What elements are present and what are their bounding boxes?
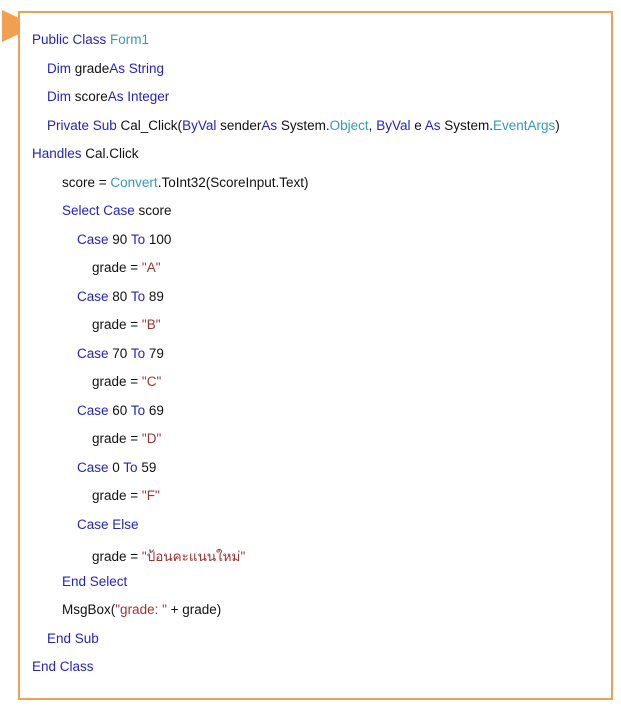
code-token: "ป้อนคะแนนใหม่" (141, 549, 246, 564)
code-token: grade = (92, 488, 142, 503)
code-token: Public Class (32, 32, 111, 47)
code-token: ByVal (376, 117, 415, 133)
code-token: ) (555, 117, 560, 133)
code-token: To (130, 231, 149, 247)
code-token: 69 (148, 402, 164, 418)
code-line (47, 89, 169, 109)
code-token: "D" (141, 431, 162, 446)
code-line (77, 460, 156, 480)
code-token: To (130, 402, 149, 418)
code-token: score = (62, 174, 111, 190)
code-token: "B" (141, 317, 161, 332)
code-line (32, 146, 139, 166)
code-token: Cal_Click( (120, 117, 183, 133)
code-line (47, 118, 560, 138)
code-token: 89 (148, 288, 164, 304)
code-token: 80 (112, 288, 131, 304)
code-line (62, 602, 221, 622)
code-line (92, 260, 161, 280)
code-line (77, 232, 171, 252)
code-token: Select Case (62, 203, 139, 218)
code-token: "C" (141, 374, 162, 389)
code-line (47, 61, 164, 81)
code-token: Case (77, 288, 113, 304)
code-token: , (368, 117, 377, 133)
code-token: System. (280, 117, 330, 133)
code-line (32, 32, 149, 52)
code-line (62, 574, 127, 594)
code-token: 90 (112, 231, 131, 247)
code-token: Cal.Click (85, 146, 139, 161)
code-line (92, 545, 245, 565)
code-line (92, 431, 161, 451)
code-line (47, 631, 99, 651)
code-token: 59 (141, 459, 157, 475)
code-token: Private Sub (47, 117, 121, 133)
code-line (32, 659, 94, 679)
code-token: End Sub (47, 630, 99, 646)
code-token: As (261, 117, 281, 133)
code-token: ByVal (182, 117, 221, 133)
code-token: 0 (112, 459, 124, 475)
code-token: 79 (148, 345, 164, 361)
code-line (62, 175, 309, 195)
code-token: 60 (112, 402, 131, 418)
code-line (62, 203, 172, 223)
code-token: End Select (62, 573, 128, 589)
code-token: As Integer (107, 89, 170, 104)
code-token: Case (77, 231, 113, 247)
code-token: Case Else (77, 516, 139, 532)
code-token: grade = (92, 260, 142, 275)
code-token: Case (77, 402, 113, 418)
code-token: System. (444, 117, 493, 133)
code-token: As String (109, 60, 165, 76)
code-token: Object (329, 117, 369, 133)
code-token: To (130, 288, 149, 304)
code-token: score (138, 203, 172, 218)
code-line (92, 374, 161, 394)
code-token: grade = (92, 317, 142, 332)
code-token: grade = (92, 549, 142, 564)
code-line (77, 289, 164, 309)
code-token: End Class (32, 659, 94, 674)
code-token: Form1 (110, 32, 150, 47)
code-token: Dim (47, 89, 75, 104)
code-token: + grade) (166, 602, 222, 617)
code-token: .ToInt32(ScoreInput.Text) (157, 174, 309, 190)
code-token: Dim (47, 60, 75, 76)
code-line (77, 346, 164, 366)
code-token: "grade: " (115, 602, 167, 617)
code-line (92, 317, 161, 337)
code-token: As (424, 117, 445, 133)
code-line (77, 517, 139, 537)
code-token: 100 (148, 231, 172, 247)
code-token: MsgBox( (62, 602, 116, 617)
code-block (20, 13, 611, 698)
code-token: Case (77, 345, 113, 361)
code-token: score (74, 89, 108, 104)
code-token: To (130, 345, 149, 361)
code-token: "F" (141, 488, 160, 503)
code-token: To (123, 459, 142, 475)
code-token: Case (77, 459, 113, 475)
code-token: e (414, 117, 425, 133)
code-token: grade (74, 60, 110, 76)
code-token: Convert (110, 174, 158, 190)
code-token: sender (220, 117, 262, 133)
code-token: Handles (32, 146, 86, 161)
code-token: grade = (92, 431, 142, 446)
code-frame (18, 11, 613, 700)
code-line (92, 488, 160, 508)
code-token: EventArgs (493, 117, 556, 133)
code-token: grade = (92, 374, 142, 389)
code-token: "A" (141, 260, 161, 275)
code-token: 70 (112, 345, 131, 361)
code-line (77, 403, 164, 423)
